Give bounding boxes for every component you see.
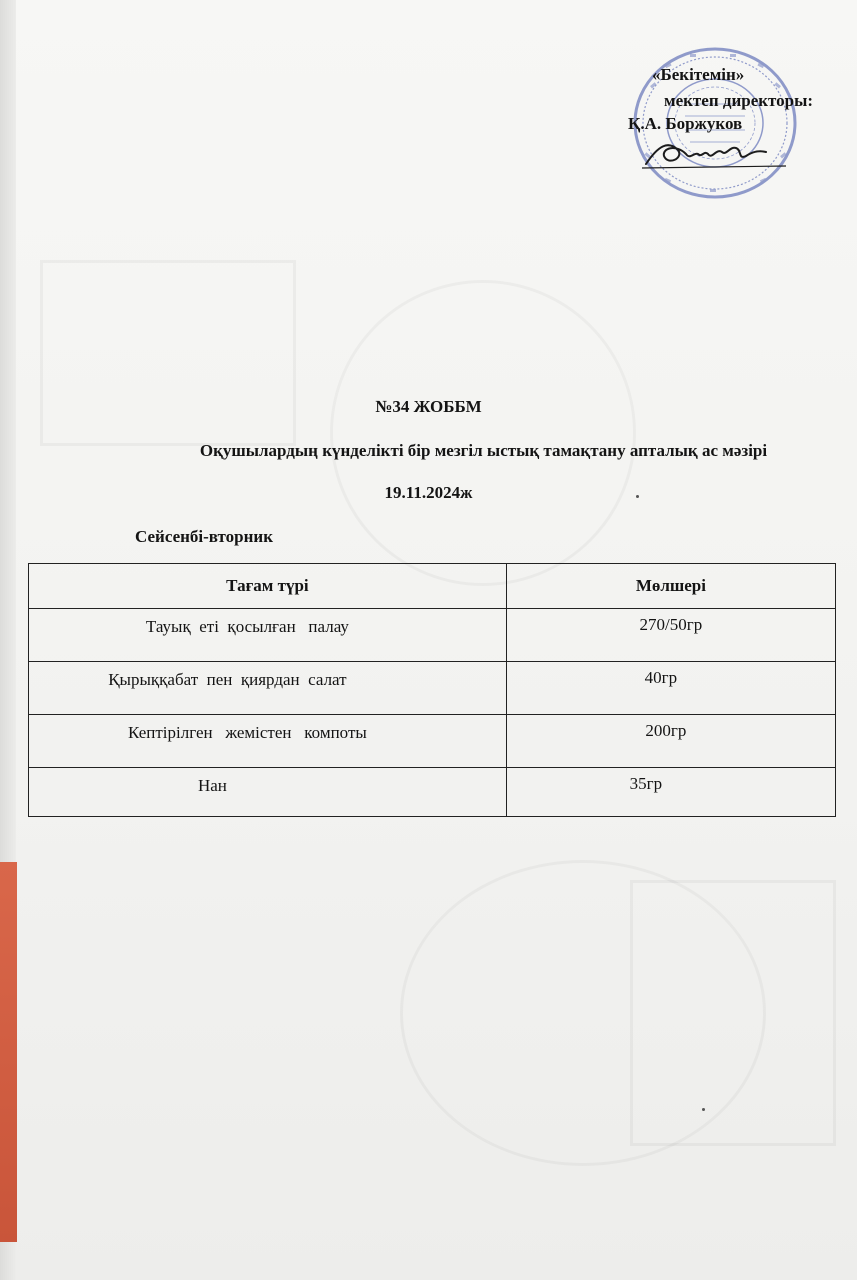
signature-icon [638,132,788,172]
table-row [29,662,836,715]
quantity-cell: 200гр [506,715,835,768]
approval-block [600,62,850,202]
speck [636,495,639,498]
dish-cell: Тауық еті қосылған палау [29,609,507,662]
dish-cell: Қырыққабат пен қиярдан салат [29,662,507,715]
menu-date: 19.11.2024ж [384,483,473,502]
dish-cell: Кептірілген жемістен компоты [29,715,507,768]
dish-cell: Нан [29,768,507,817]
quantity-cell: 40гр [506,662,835,715]
approval-name: Қ.А. Боржуков [628,114,743,133]
speck [702,1108,705,1111]
red-background-strip [0,862,17,1242]
show-through-shape [40,260,296,446]
quantity-cell: 35гр [506,768,835,817]
column-header-dish: Тағам түрі [29,564,507,609]
quantity-cell: 270/50гр [506,609,835,662]
table-header-row [29,564,836,609]
menu-title: Оқушылардың күнделікті бір мезгіл ыстық тамақтану апталық ас мәзірі [199,441,768,460]
table-row [29,768,836,817]
column-header-quantity: Мөлшері [506,564,835,609]
table-row [29,715,836,768]
approval-position: мектеп директоры: [664,91,814,110]
show-through-shape [630,880,836,1146]
table-row [29,609,836,662]
show-through-shape [330,280,636,586]
day-of-week: Сейсенбі-вторник [135,527,274,546]
approval-title: «Бекітемін» [652,65,745,84]
school-name: №34 ЖОББМ [375,397,482,416]
menu-table [28,563,836,817]
